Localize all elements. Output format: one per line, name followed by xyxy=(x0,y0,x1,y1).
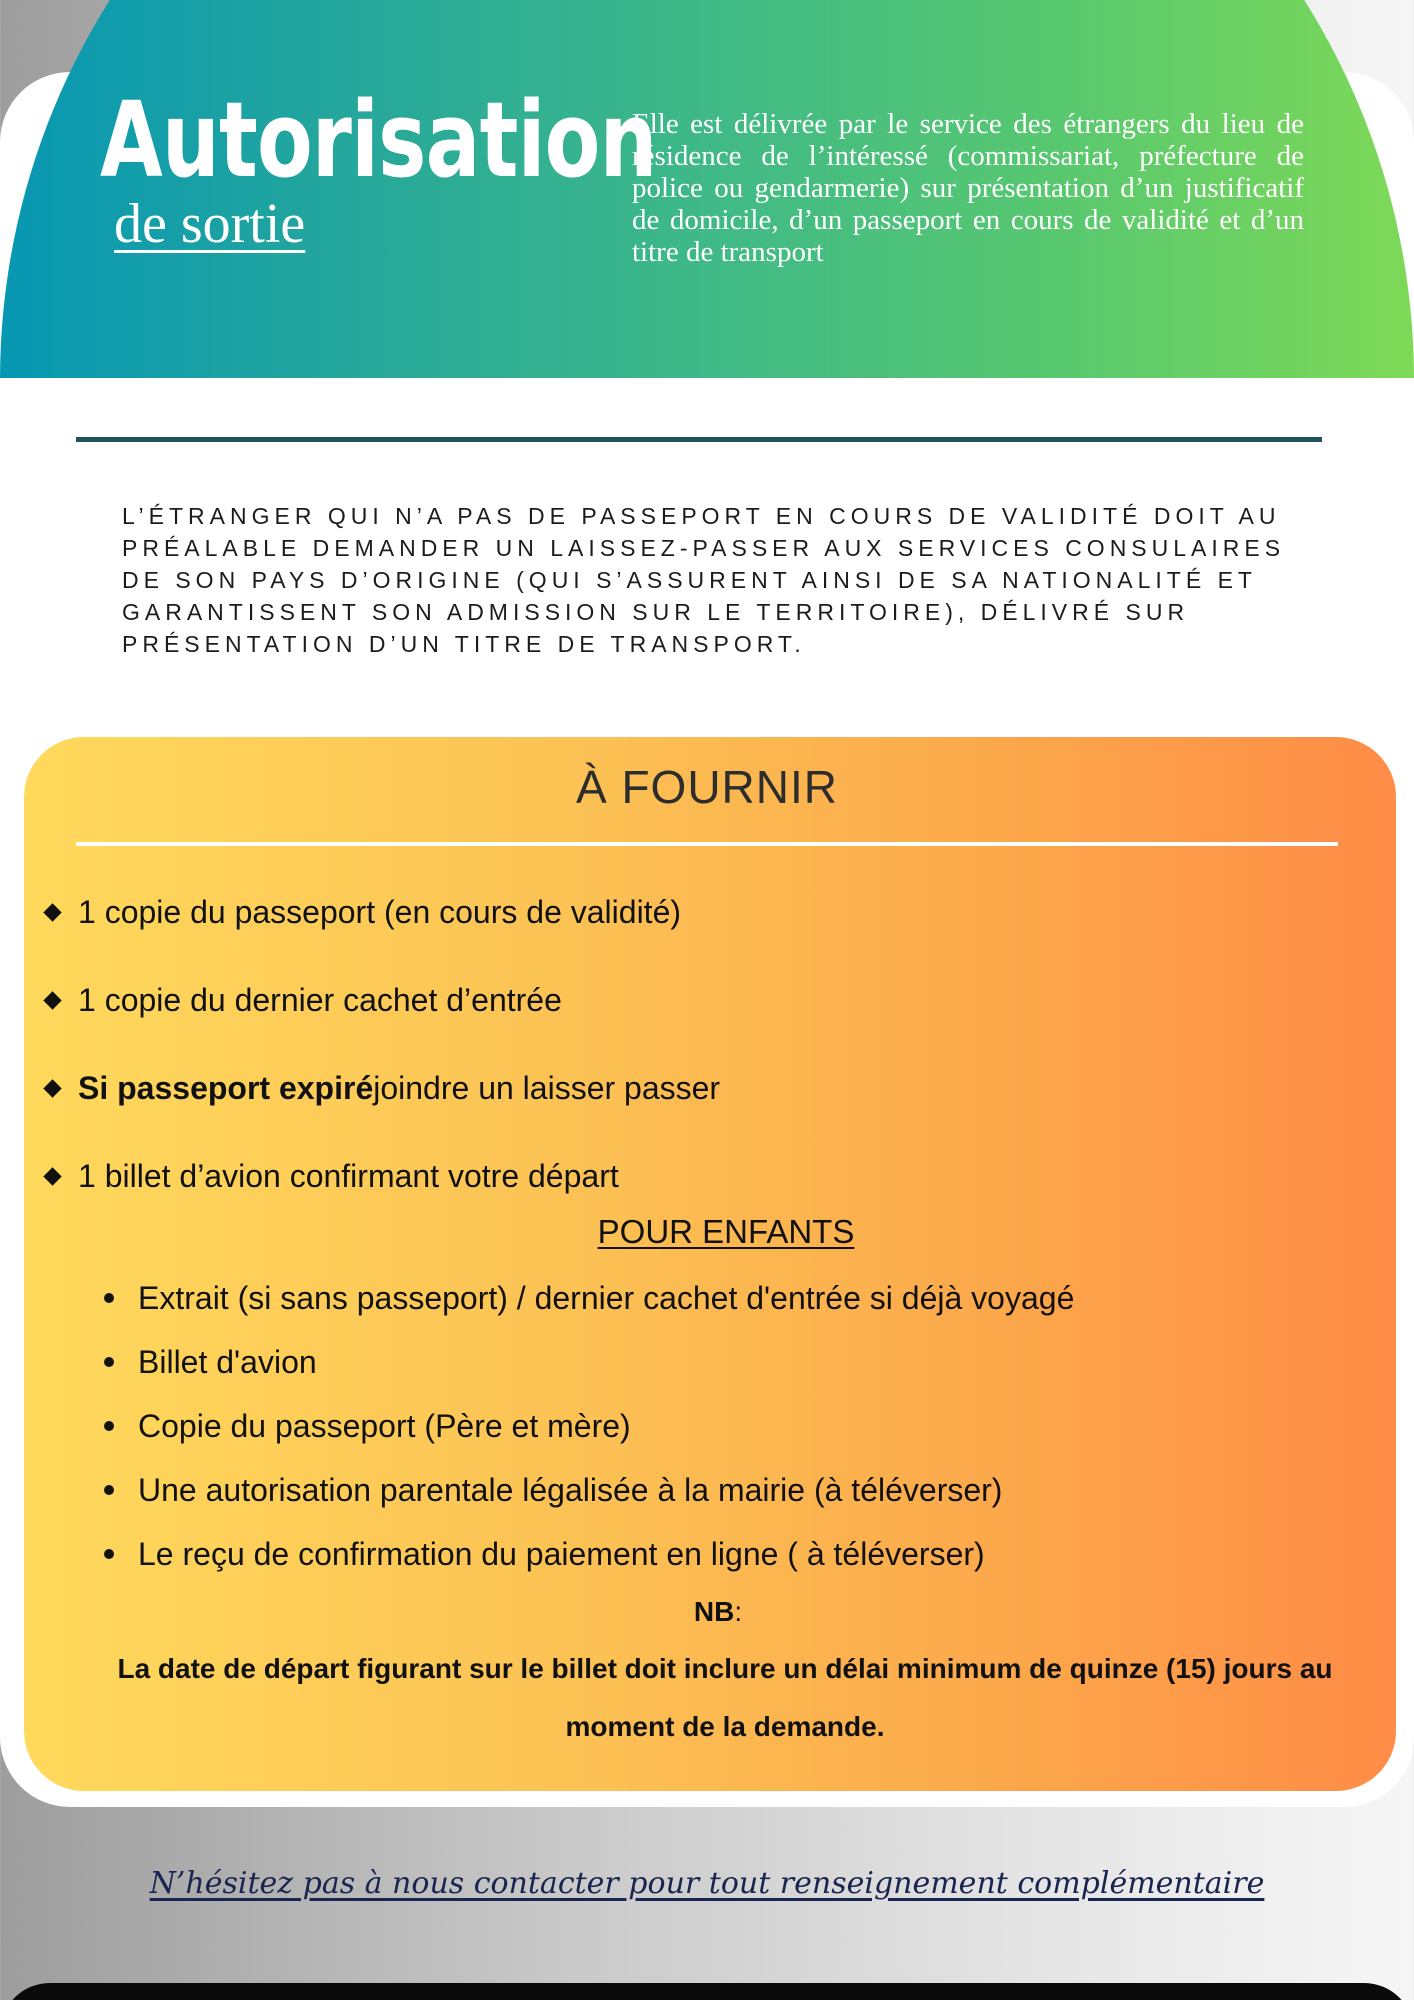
requirement-item xyxy=(40,1132,720,1220)
children-list-item xyxy=(100,1458,1074,1522)
children-item-text: Extrait (si sans passeport) / dernier cachet d'entrée si déjà voyagé xyxy=(138,1279,1075,1316)
requirements-title: À FOURNIR xyxy=(576,761,838,813)
children-item-text: Billet d'avion xyxy=(138,1343,317,1380)
note-text: La date de départ figurant sur le billet doit inclure un délai minimum de quinze (15) jours au moment de la demande. xyxy=(117,1653,1333,1742)
note-colon: : xyxy=(734,1596,743,1627)
diamond-bullet-icon xyxy=(43,903,61,921)
children-list xyxy=(100,1266,1074,1586)
diamond-bullet-icon xyxy=(43,1167,61,1185)
note-label-text: NB xyxy=(693,1596,735,1627)
diamond-bullet-icon xyxy=(43,991,61,1009)
diamond-bullet-icon xyxy=(43,1079,61,1097)
requirement-text: 1 billet d’avion confirmant votre départ xyxy=(78,1157,619,1194)
page-subtitle: de sortie xyxy=(114,193,306,255)
requirement-emphasis: Si passeport expiré xyxy=(78,1069,374,1106)
bullet-icon xyxy=(104,1549,114,1559)
requirements-list xyxy=(40,868,720,1220)
children-item-text: Copie du passeport (Père et mère) xyxy=(138,1407,631,1444)
requirements-divider xyxy=(76,842,1338,846)
bullet-icon xyxy=(104,1485,114,1495)
children-item-text: Une autorisation parentale légalisée à la mairie (à téléverser) xyxy=(138,1471,1003,1508)
children-list-item xyxy=(100,1330,1074,1394)
header-description: Elle est délivrée par le service des étrangers du lieu de résidence de l’intéressé (commissariat, préfecture de police ou gendarmerie) sur présentation d’un justificatif de domicile, d’un passeport en cours de validité et d’un titre de transport xyxy=(632,108,1304,268)
children-heading: POUR ENFANTS xyxy=(597,1213,855,1250)
footer-bar xyxy=(0,1983,1414,2000)
requirement-item xyxy=(40,868,720,956)
bullet-icon xyxy=(104,1421,114,1431)
requirement-item xyxy=(40,956,720,1044)
section-divider xyxy=(76,437,1322,442)
note-label xyxy=(0,1596,1414,1628)
page-title: Autorisation xyxy=(100,79,657,201)
children-item-text: Le reçu de confirmation du paiement en ligne ( à téléverser) xyxy=(138,1535,985,1572)
children-list-item xyxy=(100,1266,1074,1330)
bullet-icon xyxy=(104,1357,114,1367)
children-list-item xyxy=(100,1394,1074,1458)
requirement-text: 1 copie du passeport (en cours de validité) xyxy=(78,893,682,930)
requirement-text: joindre un laisser passer xyxy=(373,1069,721,1106)
requirement-text: 1 copie du dernier cachet d’entrée xyxy=(78,981,562,1018)
requirement-item xyxy=(40,1044,720,1132)
bullet-icon xyxy=(104,1293,114,1303)
intro-paragraph: L’ÉTRANGER QUI N’A PAS DE PASSEPORT EN COURS DE VALIDITÉ DOIT AU PRÉALABLE DEMANDER UN LAISSEZ-PASSER AUX SERVICES CONSULAIRES DE SON PAYS D’ORIGINE (QUI S’ASSURENT AINSI DE SA NATIONALITÉ ET GARANTISSENT SON ADMISSION SUR LE TERRITOIRE), DÉLIVRÉ SUR PRÉSENTATION D’UN TITRE DE TRANSPORT. xyxy=(122,503,1286,657)
contact-link[interactable]: N’hésitez pas à nous contacter pour tout renseignement complémentaire xyxy=(149,1866,1265,1901)
children-list-item xyxy=(100,1522,1074,1586)
